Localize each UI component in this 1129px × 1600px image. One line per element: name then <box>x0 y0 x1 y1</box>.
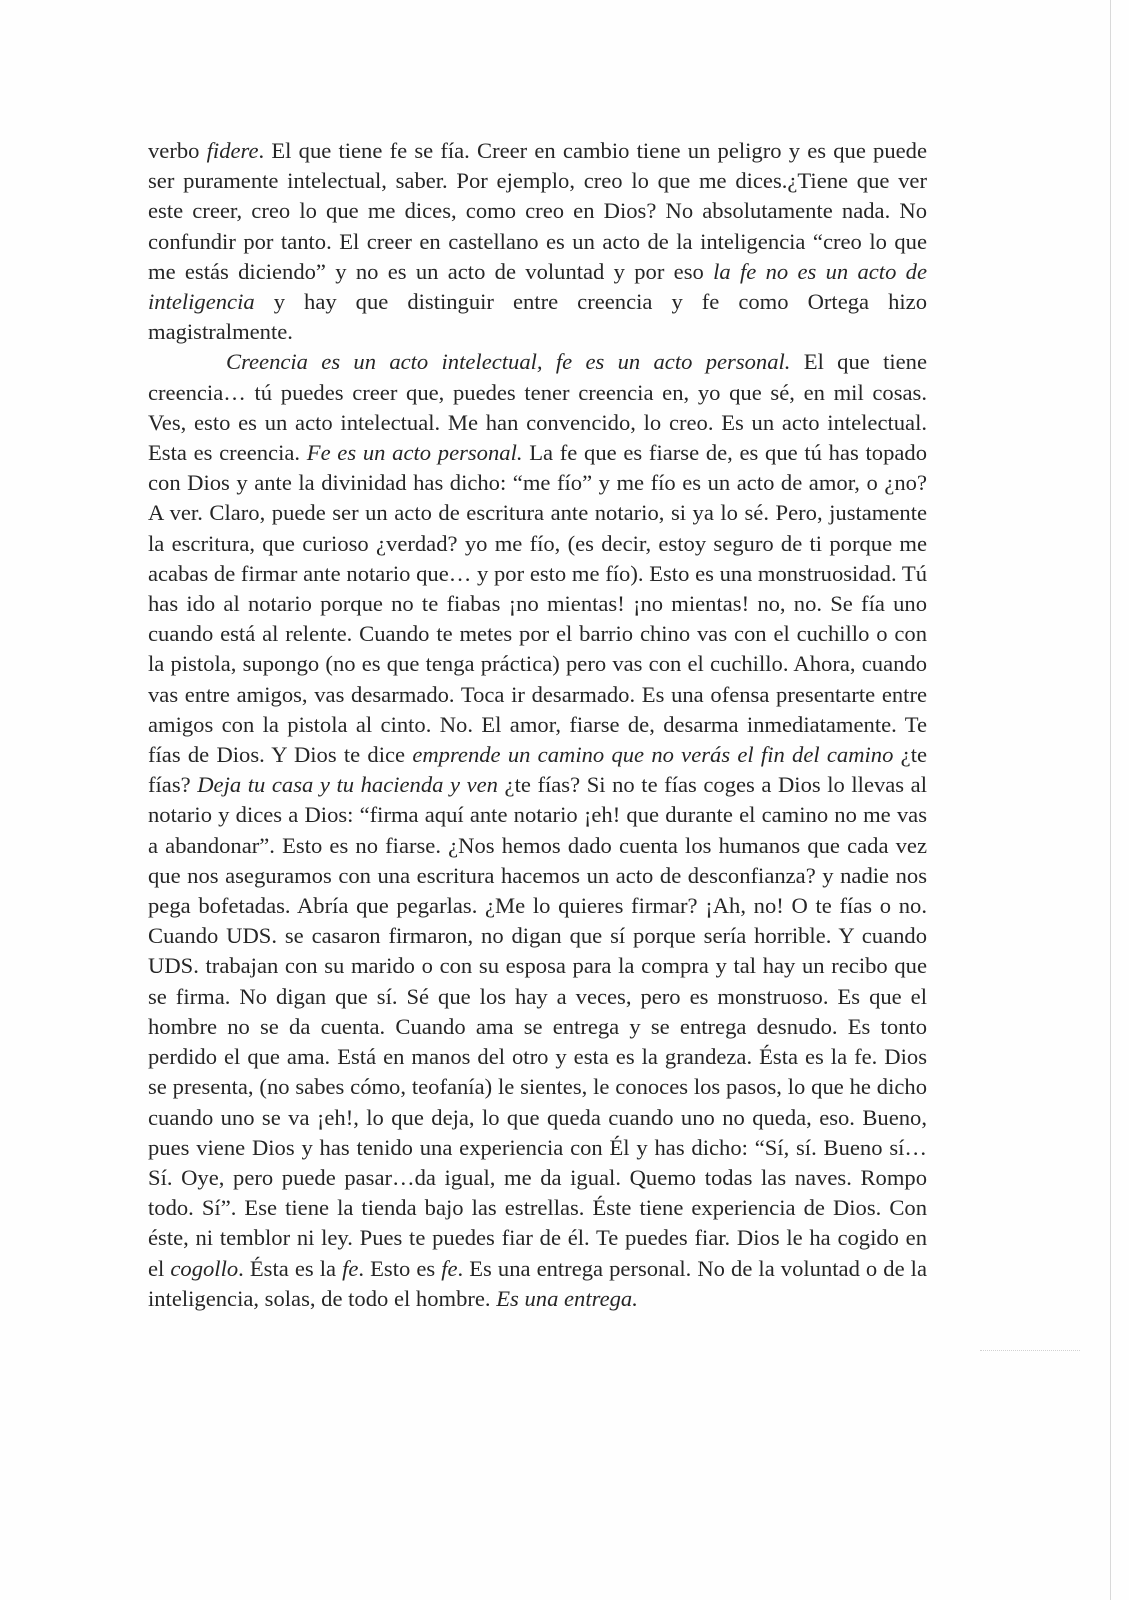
paragraph-2-emphasis: fe <box>441 1255 458 1281</box>
paragraph-2-emphasis: Es una entrega. <box>496 1285 638 1311</box>
paragraph-1-emphasis: la fe no es un acto de inteligencia <box>148 258 927 315</box>
paragraph-2-run: El que tiene creencia… tú puedes creer que, puedes tener creencia en, yo que sé, en mil cosas. Ves, esto es un acto intelectual. Me han convencido, lo creo. Es un acto intelectual. Esta es creencia. <box>148 349 927 466</box>
paragraph-2-emphasis: Creencia es un acto intelectual, fe es un acto personal. <box>226 349 791 375</box>
paragraph-1-run: . El que tiene fe se fía. Creer en cambio tiene un peligro y es que puede ser puramente intelectual, saber. Por ejemplo, creo lo que me dices.¿Tiene que ver este creer, creo lo que me dices, como creo en Dios? No absolutamente nada. No confundir por tanto. El creer en castellano es un acto de la inteligencia “creo lo que me estás diciendo” y no es un acto de voluntad y por eso <box>148 138 928 284</box>
paragraph-2-run: ¿te fías? <box>148 742 927 798</box>
body-text <box>148 136 927 1314</box>
paragraph-1-run: y hay que distinguir entre creencia y fe como Ortega hizo magistralmente. <box>148 289 927 345</box>
paragraph-2-run: . Ésta es la <box>238 1255 343 1281</box>
paragraph-2-emphasis: fe <box>342 1255 359 1281</box>
paragraph-1-emphasis: fidere <box>206 138 259 163</box>
scan-artifact <box>980 1350 1080 1351</box>
paragraph-2-run: La fe que es fiarse de, es que tú has topado con Dios y ante la divinidad has dicho: “me fío” y me fío es un acto de amor, o ¿no? A ver. Claro, puede ser un acto de escritura ante notario, si ya lo sé. Pero, justamente la escritura, que curioso ¿verdad? yo me fío, (es decir, estoy seguro de ti porque me acabas de firmar ante notario que… y por esto me fío). Esto es una monstruosidad. Tú has ido al notario porque no te fiabas ¡no mientas! ¡no mientas! no, no. Se fía uno cuando está al relente. Cuando te metes por el barrio chino vas con el cuchillo o con la pistola, supongo (no es que tenga práctica) pero vas con el cuchillo. Ahora, cuando vas entre amigos, vas desarmado. Toca ir desarmado. Es una ofensa presentarte entre amigos con la pistola al cinto. No. El amor, fiarse de, desarma inmediatamente. Te fías de Dios. Y Dios te dice <box>148 440 928 768</box>
paragraph-2-run: . Es una entrega personal. No de la voluntad o de la inteligencia, solas, de todo el hombre. <box>148 1255 927 1311</box>
paragraph-2 <box>148 347 927 1314</box>
paragraph-2-emphasis: Fe es un acto personal. <box>306 440 523 466</box>
paragraph-1-run: verbo <box>148 138 207 163</box>
paragraph-2-emphasis: cogollo <box>170 1255 239 1281</box>
page-edge-line <box>1110 0 1111 1600</box>
paragraph-2-emphasis: Deja tu casa y tu hacienda y ven <box>197 772 498 798</box>
paragraph-2-run: . Esto es <box>358 1255 442 1281</box>
paragraph-2-emphasis: emprende un camino que no verás el fin del camino <box>412 742 894 768</box>
paragraph-1 <box>148 136 927 347</box>
paragraph-2-run: ¿te fías? Si no te fías coges a Dios lo llevas al notario y dices a Dios: “firma aquí ante notario ¡eh! que durante el camino no me vas a abandonar”. Esto es no fiarse. ¿Nos hemos dado cuenta los humanos que cada vez que nos aseguramos con una escritura hacemos un acto de desconfianza? y nadie nos pega bofetadas. Abría que pegarlas. ¿Me lo quieres firmar? ¡Ah, no! O te fías o no. Cuando UDS. se casaron firmaron, no digan que sí porque sería horrible. Y cuando UDS. trabajan con su marido o con su esposa para la compra y tal hay un recibo que se firma. No digan que sí. Sé que los hay a veces, pero es monstruoso. Es que el hombre no se da cuenta. Cuando ama se entrega y se entrega desnudo. Es tonto perdido el que ama. Está en manos del otro y esta es la grandeza. Ésta es la fe. Dios se presenta, (no sabes cómo, teofanía) le sientes, le conoces los pasos, lo que he dicho cuando uno se va ¡eh!, lo que deja, lo que queda cuando uno no queda, eso. Bueno, pues viene Dios y has tenido una experiencia con Él y has dicho: “Sí, sí. Bueno sí… Sí. Oye, pero puede pasar…da igual, me da igual. Quemo todas las naves. Rompo todo. Sí”. Ese tiene la tienda bajo las estrellas. Éste tiene experiencia de Dios. Con éste, ni temblor ni ley. Pues te puedes fiar de él. Te puedes fiar. Dios le ha cogido en el <box>148 772 927 1281</box>
